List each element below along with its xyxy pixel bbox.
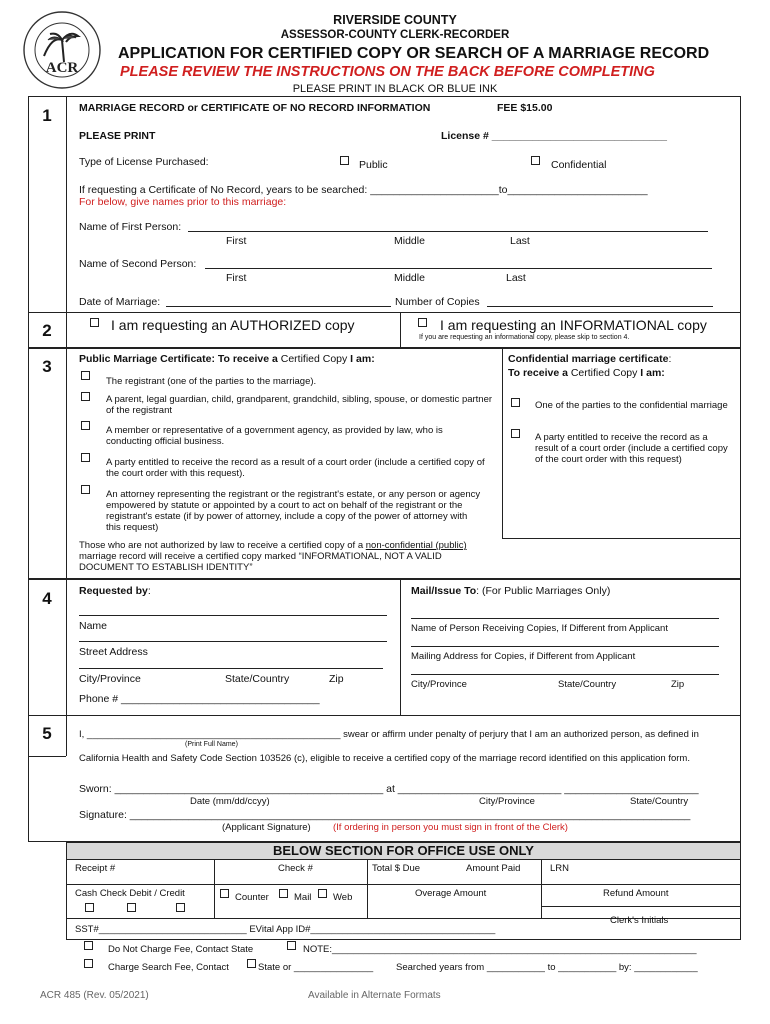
- requester-name-label: Name: [79, 620, 108, 632]
- office-use-heading: BELOW SECTION FOR OFFICE USE ONLY: [273, 843, 534, 858]
- charge-search-label: Charge Search Fee, Contact: [108, 962, 229, 973]
- requester-street-field[interactable]: [79, 641, 387, 642]
- option-relative-label: A parent, legal guardian, child, grandparent, grandchild, sibling, spouse, or domestic partner of the registrant: [106, 394, 493, 416]
- requester-city-field[interactable]: [79, 668, 383, 669]
- instructions-note: PLEASE REVIEW THE INSTRUCTIONS ON THE BACK BEFORE COMPLETING: [120, 64, 655, 80]
- office-name: ASSESSOR-COUNTY CLERK-RECORDER: [280, 29, 510, 41]
- not-authorized-note: Those who are not authorized by law to receive a certified copy of a non-confidential (public) marriage record will receive a certified copy marked “INFORMATIONAL, NOT A VALID DOCUMENT TO ESTABLISH IDENTITY”: [79, 540, 467, 573]
- mailing-address-field[interactable]: [411, 646, 719, 647]
- amount-paid-label: Amount Paid: [466, 863, 521, 874]
- requester-name-field[interactable]: [79, 615, 387, 616]
- check-checkbox[interactable]: [127, 903, 136, 912]
- public-label: Public: [359, 159, 388, 171]
- receipt-label: Receipt #: [75, 863, 116, 874]
- license-type-label: Type of License Purchased:: [79, 156, 209, 168]
- state-checkbox[interactable]: [247, 959, 256, 968]
- searched-years-field[interactable]: Searched years from ___________ to ___________ by: ____________: [396, 962, 698, 973]
- form-title: APPLICATION FOR CERTIFIED COPY OR SEARCH OF A MARRIAGE RECORD: [118, 45, 710, 62]
- informational-checkbox[interactable]: [418, 318, 427, 327]
- ink-note: PLEASE PRINT IN BLACK OR BLUE INK: [292, 83, 498, 95]
- mail-label: Mail: [294, 892, 312, 903]
- confidential-certificate-heading-2: To receive a Certified Copy I am:: [508, 367, 665, 379]
- mail-issue-heading: Mail/Issue To: (For Public Marriages Only): [411, 585, 611, 597]
- middle-name-caption: Middle: [394, 235, 425, 247]
- confidential-certificate-heading: Confidential marriage certificate:: [508, 353, 672, 365]
- last-name-caption-2: Last: [506, 272, 526, 284]
- mailing-city-field[interactable]: [411, 674, 719, 675]
- first-name-caption: First: [226, 235, 247, 247]
- health-code-statement: California Health and Safety Code Section 103526 (c), eligible to receive a certified copy of the marriage record identified on this application form.: [79, 753, 690, 764]
- option-government-checkbox[interactable]: [81, 421, 90, 430]
- conf-option-court-order-checkbox[interactable]: [511, 429, 520, 438]
- counter-label: Counter: [235, 892, 269, 903]
- check-label: Check #: [278, 863, 313, 874]
- option-registrant-label: The registrant (one of the parties to the marriage).: [106, 376, 317, 387]
- overage-label: Overage Amount: [415, 888, 487, 899]
- counter-checkbox[interactable]: [220, 889, 229, 898]
- sworn-state-caption: State/Country: [630, 796, 689, 807]
- option-attorney-label: An attorney representing the registrant or the registrant's estate, or any person or agency empowered by statute or appointed by a court to act on behalf of the registrant or the registrant's estate (if by power of attorney, include a copy of the power of attorney with this request): [106, 489, 481, 533]
- option-government-label: A member or representative of a government agency, as provided by law, who is conducting official business.: [106, 425, 443, 447]
- no-record-years-field[interactable]: If requesting a Certificate of No Record, years to be searched: ______________________to________________________: [79, 184, 648, 196]
- first-person-field[interactable]: [188, 231, 708, 232]
- web-label: Web: [333, 892, 353, 903]
- number-of-copies-field[interactable]: [487, 306, 713, 307]
- cash-checkbox[interactable]: [85, 903, 94, 912]
- section-number-3: 3: [42, 357, 52, 376]
- requester-city-label: City/Province: [79, 673, 141, 685]
- authorized-checkbox[interactable]: [90, 318, 99, 327]
- section1-heading: MARRIAGE RECORD or CERTIFICATE OF NO RECORD INFORMATION: [79, 102, 431, 114]
- informational-note: If you are requesting an informational copy, please skip to section 4.: [419, 334, 630, 341]
- names-prior-note: For below, give names prior to this marriage:: [79, 196, 287, 208]
- option-court-order-label: A party entitled to receive the record as a result of a court order (include a certified copy of the court order with this request).: [106, 457, 485, 479]
- refund-label: Refund Amount: [603, 888, 669, 899]
- swear-statement[interactable]: I, ________________________________________________ swear or affirm under penalty of perjury that I am an authorized person, as defined in: [79, 729, 699, 740]
- mailing-city-label: City/Province: [411, 679, 467, 690]
- clerks-initials-label: Clerk's Initials: [610, 915, 669, 926]
- requester-state-label: State/Country: [225, 673, 290, 685]
- note-field[interactable]: NOTE:_____________________________________________________________________: [303, 944, 697, 955]
- alternate-formats-note: Available in Alternate Formats: [308, 990, 441, 1001]
- web-checkbox[interactable]: [318, 889, 327, 898]
- option-registrant-checkbox[interactable]: [81, 371, 90, 380]
- requested-by-heading: Requested by:: [79, 585, 151, 597]
- signature-field[interactable]: Signature: ________________________________________________________________________________________________: [79, 809, 691, 821]
- receiver-name-label: Name of Person Receiving Copies, If Different from Applicant: [411, 623, 668, 634]
- svg-text:ACR: ACR: [45, 60, 79, 76]
- middle-name-caption-2: Middle: [394, 272, 425, 284]
- option-relative-checkbox[interactable]: [81, 392, 90, 401]
- section-number-1: 1: [42, 106, 52, 125]
- requester-phone-field[interactable]: Phone # __________________________________: [79, 693, 320, 705]
- cash-check-label: Cash Check Debit / Credit: [75, 888, 185, 899]
- mail-checkbox[interactable]: [279, 889, 288, 898]
- mailing-address-label: Mailing Address for Copies, if Different from Applicant: [411, 651, 636, 662]
- note-checkbox[interactable]: [287, 941, 296, 950]
- requester-zip-label: Zip: [329, 673, 344, 685]
- date-of-marriage-label: Date of Marriage:: [79, 296, 161, 308]
- last-name-caption: Last: [510, 235, 530, 247]
- confidential-checkbox[interactable]: [531, 156, 540, 165]
- do-not-charge-label: Do Not Charge Fee, Contact State: [108, 944, 254, 955]
- confidential-label: Confidential: [551, 159, 607, 171]
- section-number-5: 5: [42, 724, 52, 743]
- print-name-caption: (Print Full Name): [185, 741, 238, 748]
- mailing-zip-label: Zip: [671, 679, 685, 690]
- section-number-2: 2: [42, 321, 52, 340]
- sworn-field[interactable]: Sworn: ______________________________________________ at ____________________________ _______________________: [79, 783, 699, 795]
- conf-option-party-checkbox[interactable]: [511, 398, 520, 407]
- number-of-copies-label: Number of Copies: [395, 296, 480, 308]
- date-of-marriage-field[interactable]: [166, 306, 391, 307]
- sst-field[interactable]: SST#____________________________ EVital App ID#___________________________________: [75, 924, 496, 935]
- public-certificate-heading: Public Marriage Certificate: To receive a Certified Copy I am:: [79, 353, 375, 365]
- receiver-name-field[interactable]: [411, 618, 719, 619]
- applicant-signature-caption: (Applicant Signature): [222, 822, 311, 833]
- charge-search-checkbox[interactable]: [84, 959, 93, 968]
- please-print: PLEASE PRINT: [79, 130, 156, 142]
- county-name: RIVERSIDE COUNTY: [333, 13, 457, 27]
- do-not-charge-checkbox[interactable]: [84, 941, 93, 950]
- mailing-state-label: State/Country: [558, 679, 617, 690]
- section-number-4: 4: [42, 589, 52, 608]
- lrn-label: LRN: [550, 863, 570, 874]
- license-number-field[interactable]: License # ______________________________: [441, 130, 667, 142]
- informational-label: I am requesting an INFORMATIONAL copy: [440, 317, 707, 333]
- second-person-field[interactable]: [205, 268, 712, 269]
- authorized-label: I am requesting an AUTHORIZED copy: [111, 317, 355, 333]
- option-court-order-checkbox[interactable]: [81, 453, 90, 462]
- first-person-label: Name of First Person:: [79, 221, 182, 233]
- public-checkbox[interactable]: [340, 156, 349, 165]
- conf-option-party-label: One of the parties to the confidential marriage: [535, 400, 728, 411]
- second-person-label: Name of Second Person:: [79, 258, 197, 270]
- state-or-field[interactable]: State or _______________: [258, 962, 374, 973]
- total-due-label: Total $ Due: [372, 863, 421, 874]
- debit-credit-checkbox[interactable]: [176, 903, 185, 912]
- form-id: ACR 485 (Rev. 05/2021): [40, 990, 149, 1001]
- in-person-note: (If ordering in person you must sign in front of the Clerk): [333, 822, 568, 833]
- requester-street-label: Street Address: [79, 646, 148, 658]
- first-name-caption-2: First: [226, 272, 247, 284]
- sworn-city-caption: City/Province: [479, 796, 535, 807]
- fee: FEE $15.00: [497, 102, 553, 114]
- conf-option-court-order-label: A party entitled to receive the record as a result of a court order (include a certified copy of the court order with this request): [535, 432, 728, 465]
- sworn-date-caption: Date (mm/dd/ccyy): [190, 796, 270, 807]
- option-attorney-checkbox[interactable]: [81, 485, 90, 494]
